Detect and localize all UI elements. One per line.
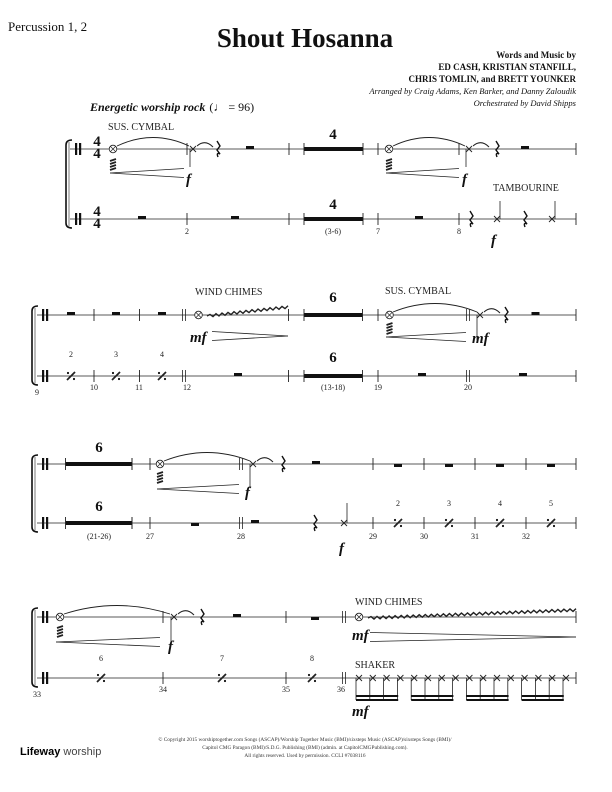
multimeasure-rest (66, 521, 133, 525)
multirest-range: (3-6) (325, 227, 341, 236)
repeat-measure-icon (97, 674, 99, 676)
multirest-count: 6 (329, 290, 337, 306)
percussion-clef-icon (42, 458, 44, 470)
instrument-label-sus-cymbal: SUS. CYMBAL (385, 286, 452, 297)
whole-rest-icon (496, 464, 504, 467)
measure-number: 9 (35, 388, 39, 397)
tremolo-icon (57, 632, 63, 634)
note-beam (522, 695, 564, 697)
percussion-clef-icon (46, 672, 48, 684)
measure-number: 28 (237, 532, 245, 541)
repeat-count: 2 (396, 499, 400, 508)
half-rest-icon (418, 373, 426, 376)
words-music-label: Words and Music by (496, 50, 576, 60)
credits (368, 50, 576, 108)
instrument-label-sus-cymbal: SUS. CYMBAL (108, 122, 175, 133)
orchestrator-credit: Orchestrated by David Shipps (473, 98, 576, 108)
tremolo-icon (157, 478, 163, 480)
measure-number: 19 (374, 383, 382, 392)
half-rest-icon (112, 312, 120, 315)
dynamic-mf: mf (352, 704, 369, 720)
tremolo-icon (110, 162, 116, 164)
crescendo-hairpin (56, 642, 160, 647)
half-rest-icon (415, 216, 423, 219)
measure-number: 33 (33, 690, 41, 699)
time-sig-bottom: 4 (93, 146, 101, 162)
half-rest-icon (312, 461, 320, 464)
half-rest-icon (234, 373, 242, 376)
measure-number: 7 (376, 227, 380, 236)
whole-rest-icon (191, 523, 199, 526)
multimeasure-rest (304, 313, 363, 317)
half-rest-icon (158, 312, 166, 315)
measure-number: 35 (282, 685, 290, 694)
tremolo-icon (57, 635, 63, 637)
tremolo-icon (387, 332, 393, 334)
repeat-measure-icon (224, 680, 226, 682)
dynamic-mf: mf (472, 331, 489, 347)
repeat-measure-icon (553, 525, 555, 527)
multirest-count: 6 (95, 440, 103, 456)
repeat-count: 5 (549, 499, 553, 508)
time-sig-top: 4 (93, 134, 101, 150)
percussion-clef-icon (46, 458, 48, 470)
note-beam (356, 695, 398, 697)
multimeasure-rest (304, 374, 363, 378)
repeat-measure-icon (218, 674, 220, 676)
measure-number: 30 (420, 532, 428, 541)
measure-number: 29 (369, 532, 377, 541)
slur (393, 304, 477, 313)
writers-line-1: ED CASH, KRISTIAN STANFILL, (438, 62, 576, 72)
half-rest-icon (138, 216, 146, 219)
measure-number: 10 (90, 383, 98, 392)
quarter-note-icon: ♩ (213, 100, 226, 114)
measure-number: 34 (159, 685, 167, 694)
multirest-count: 4 (329, 127, 337, 143)
percussion-clef-icon (42, 517, 44, 529)
instrument-label-wind-chimes: WIND CHIMES (355, 597, 423, 608)
dynamic-f: f (186, 172, 191, 188)
repeat-measure-icon (400, 525, 402, 527)
percussion-clef-icon (42, 672, 44, 684)
measure-number: 2 (185, 227, 189, 236)
tremolo-icon (57, 626, 63, 628)
percussion-clef-icon (46, 517, 48, 529)
tremolo-icon (110, 168, 116, 170)
half-rest-icon (231, 216, 239, 219)
half-rest-icon (246, 146, 254, 149)
percussion-clef-icon (75, 143, 77, 155)
slur (393, 138, 465, 147)
measure-number: 20 (464, 383, 472, 392)
crescendo-hairpin (56, 638, 160, 643)
repeat-count: 6 (99, 654, 103, 663)
multimeasure-rest (304, 147, 363, 151)
repeat-measure-icon (496, 519, 498, 521)
decrescendo-hairpin (212, 332, 288, 337)
measure-number: 31 (471, 532, 479, 541)
repeat-measure-icon (314, 680, 316, 682)
repeat-count: 8 (310, 654, 314, 663)
tie (197, 143, 213, 147)
song-title: Shout Hosanna (216, 23, 394, 53)
repeat-measure-icon (308, 674, 310, 676)
tremolo-icon (386, 165, 392, 167)
dynamic-f: f (168, 639, 173, 655)
decrescendo-hairpin (370, 633, 576, 638)
half-rest-icon (532, 312, 540, 315)
repeat-measure-icon (67, 372, 69, 374)
repeat-count: 2 (69, 350, 73, 359)
tie (484, 309, 500, 313)
repeat-measure-icon (164, 378, 166, 380)
tempo-open: ( (209, 100, 214, 114)
repeat-measure-icon (547, 519, 549, 521)
half-rest-icon (233, 614, 241, 617)
percussion-clef-icon (79, 143, 81, 155)
copyright-line: © Copyright 2015 worshiptogether.com Songs (ASCAP)/Worship Together Music (BMI)/sixsteps Music (ASCAP)/sixsteps Songs (BMI)/ (158, 737, 452, 743)
tremolo-icon (387, 323, 393, 325)
tempo-marking (89, 100, 254, 114)
tie (178, 611, 194, 615)
crescendo-hairpin (386, 173, 459, 178)
note-beam (411, 699, 453, 701)
percussion-clef-icon (79, 213, 81, 225)
wind-chimes-trill (368, 609, 576, 619)
notation (32, 138, 576, 702)
crescendo-hairpin (110, 173, 184, 178)
tie (473, 143, 489, 147)
percussion-clef-icon (42, 370, 44, 382)
crescendo-hairpin (386, 337, 466, 342)
repeat-count: 4 (160, 350, 164, 359)
percussion-clef-icon (46, 370, 48, 382)
writers-line-2: CHRIS TOMLIN, and BRETT YOUNKER (408, 74, 576, 84)
multimeasure-rest (66, 462, 133, 466)
slur (164, 453, 250, 462)
decrescendo-hairpin (212, 336, 288, 341)
copyright-line: Capitol CMG Paragon (BMI)/S.D.G. Publishing (BMI) (admin. at CapitolCMGPublishing.com). (202, 745, 408, 751)
measure-number: 8 (457, 227, 461, 236)
tremolo-icon (387, 329, 393, 331)
measure-number: 11 (135, 383, 143, 392)
tremolo-icon (157, 472, 163, 474)
logo-bold: Lifeway (20, 746, 61, 758)
measure-number: 32 (522, 532, 530, 541)
repeat-measure-icon (103, 680, 105, 682)
percussion-clef-icon (75, 213, 77, 225)
repeat-measure-icon (112, 372, 114, 374)
measure-number: 12 (183, 383, 191, 392)
logo-light: worship (60, 746, 102, 758)
crescendo-hairpin (386, 169, 459, 174)
tremolo-icon (110, 165, 116, 167)
repeat-measure-icon (445, 519, 447, 521)
repeat-count: 3 (114, 350, 118, 359)
note-beam (356, 699, 398, 701)
percussion-clef-icon (42, 611, 44, 623)
repeat-count: 3 (447, 499, 451, 508)
repeat-measure-icon (73, 378, 75, 380)
multirest-range: (13-18) (321, 383, 345, 392)
multirest-count: 6 (329, 350, 337, 366)
dynamic-mf: mf (190, 330, 207, 346)
tie (257, 458, 273, 462)
multirest-count: 4 (329, 197, 337, 213)
slur (117, 138, 189, 147)
dynamic-f: f (245, 485, 250, 501)
tempo-text: Energetic worship rock (90, 100, 206, 114)
whole-rest-icon (547, 464, 555, 467)
dynamic-f: f (339, 541, 344, 557)
instrument-label-wind-chimes: WIND CHIMES (195, 287, 263, 298)
note-beam (466, 695, 508, 697)
dynamic-f: f (462, 172, 467, 188)
multirest-count: 6 (95, 499, 103, 515)
half-rest-icon (521, 146, 529, 149)
percussion-clef-icon (42, 309, 44, 321)
crescendo-hairpin (157, 489, 239, 494)
repeat-count: 7 (220, 654, 224, 663)
time-sig-top: 4 (93, 204, 101, 220)
measure-number: 36 (337, 685, 345, 694)
slur (64, 606, 170, 615)
copyright-line: All rights reserved. Used by permission. CCLI #7038116 (244, 753, 366, 759)
whole-rest-icon (394, 464, 402, 467)
tremolo-icon (386, 162, 392, 164)
whole-rest-icon (445, 464, 453, 467)
repeat-measure-icon (451, 525, 453, 527)
tremolo-icon (157, 475, 163, 477)
crescendo-hairpin (157, 485, 239, 490)
tempo-bpm: = 96) (225, 100, 255, 114)
tremolo-icon (386, 159, 392, 161)
repeat-measure-icon (158, 372, 160, 374)
tremolo-icon (110, 159, 116, 161)
repeat-measure-icon (502, 525, 504, 527)
repeat-count: 4 (498, 499, 502, 508)
crescendo-hairpin (386, 333, 466, 338)
tremolo-icon (157, 481, 163, 483)
time-sig-bottom: 4 (93, 216, 101, 232)
multimeasure-rest (304, 217, 363, 221)
crescendo-hairpin (110, 169, 184, 174)
repeat-measure-icon (118, 378, 120, 380)
part-name: Percussion 1, 2 (8, 19, 88, 34)
tremolo-icon (57, 629, 63, 631)
half-rest-icon (519, 373, 527, 376)
instrument-label-tambourine: TAMBOURINE (493, 183, 559, 194)
arranger-credit: Arranged by Craig Adams, Ken Barker, and Danny Zaloudik (369, 86, 576, 96)
percussion-clef-icon (46, 611, 48, 623)
percussion-clef-icon (46, 309, 48, 321)
note-beam (522, 699, 564, 701)
whole-rest-icon (311, 617, 319, 620)
tremolo-icon (386, 168, 392, 170)
tremolo-icon (387, 326, 393, 328)
decrescendo-hairpin (370, 637, 576, 642)
note-beam (411, 695, 453, 697)
measure-number: 27 (146, 532, 154, 541)
dynamic-f: f (491, 233, 496, 249)
instrument-label-shaker: SHAKER (355, 660, 396, 671)
multirest-range: (21-26) (87, 532, 111, 541)
half-rest-icon (67, 312, 75, 315)
half-rest-icon (251, 520, 259, 523)
lifeway-worship-logo (20, 746, 101, 758)
note-beam (466, 699, 508, 701)
repeat-measure-icon (394, 519, 396, 521)
dynamic-mf: mf (352, 628, 369, 644)
